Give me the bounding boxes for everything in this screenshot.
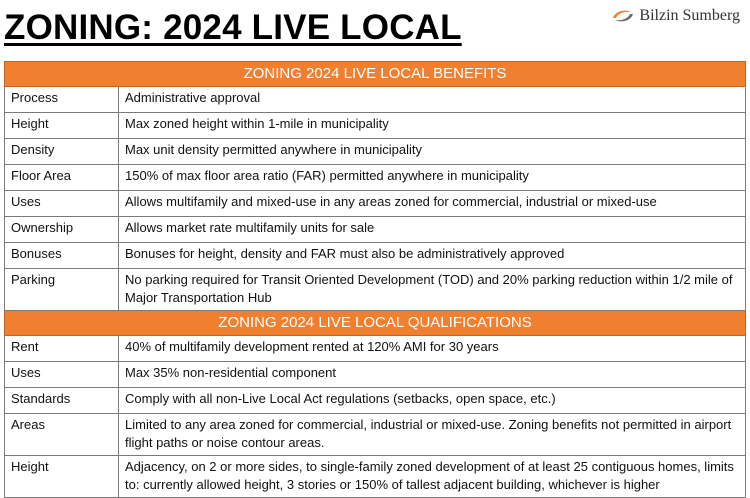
table-row	[5, 269, 746, 311]
bilzin-swirl-logo-icon	[611, 8, 635, 24]
row-label: Height	[5, 113, 119, 139]
page-title: ZONING: 2024 LIVE LOCAL	[4, 8, 462, 47]
table-row	[5, 456, 746, 498]
logo-text: Bilzin Sumberg	[639, 7, 740, 24]
row-value: Comply with all non-Live Local Act regulations (setbacks, open space, etc.)	[119, 388, 746, 414]
table-row	[5, 388, 746, 414]
table-row	[5, 191, 746, 217]
table-row	[5, 165, 746, 191]
row-label: Uses	[5, 191, 119, 217]
row-value: Bonuses for height, density and FAR must also be administratively approved	[119, 243, 746, 269]
row-value: Max unit density permitted anywhere in municipality	[119, 139, 746, 165]
row-value: 150% of max floor area ratio (FAR) permitted anywhere in municipality	[119, 165, 746, 191]
benefits-header: ZONING 2024 LIVE LOCAL BENEFITS	[5, 62, 746, 87]
row-label: Bonuses	[5, 243, 119, 269]
table-row	[5, 414, 746, 456]
row-label: Uses	[5, 362, 119, 388]
row-label: Rent	[5, 336, 119, 362]
row-value: Administrative approval	[119, 87, 746, 113]
row-value: Allows market rate multifamily units for sale	[119, 217, 746, 243]
zoning-table	[4, 61, 746, 498]
row-label: Parking	[5, 269, 119, 311]
table-row	[5, 87, 746, 113]
company-logo	[611, 6, 740, 26]
row-label: Height	[5, 456, 119, 498]
table-row	[5, 217, 746, 243]
table-row	[5, 336, 746, 362]
row-value: Allows multifamily and mixed-use in any areas zoned for commercial, industrial or mixed-use	[119, 191, 746, 217]
row-label: Ownership	[5, 217, 119, 243]
row-value: Limited to any area zoned for commercial, industrial or mixed-use. Zoning benefits not permitted in airport flight paths or noise contour areas.	[119, 414, 746, 456]
row-value: Max zoned height within 1-mile in municipality	[119, 113, 746, 139]
row-value: Max 35% non-residential component	[119, 362, 746, 388]
table-row	[5, 243, 746, 269]
row-label: Floor Area	[5, 165, 119, 191]
row-value: No parking required for Transit Oriented Development (TOD) and 20% parking reduction within 1/2 mile of Major Transportation Hub	[119, 269, 746, 311]
benefits-header-row	[5, 62, 746, 87]
row-label: Density	[5, 139, 119, 165]
row-value: 40% of multifamily development rented at 120% AMI for 30 years	[119, 336, 746, 362]
row-label: Standards	[5, 388, 119, 414]
row-value: Adjacency, on 2 or more sides, to single-family zoned development of at least 25 contiguous homes, limits to: currently allowed height, 3 stories or 150% of tallest adjacent building, whichever is higher	[119, 456, 746, 498]
table-row	[5, 139, 746, 165]
row-label: Areas	[5, 414, 119, 456]
qualifications-header: ZONING 2024 LIVE LOCAL QUALIFICATIONS	[5, 311, 746, 336]
table-row	[5, 113, 746, 139]
row-label: Process	[5, 87, 119, 113]
qualifications-header-row	[5, 311, 746, 336]
table-row	[5, 362, 746, 388]
